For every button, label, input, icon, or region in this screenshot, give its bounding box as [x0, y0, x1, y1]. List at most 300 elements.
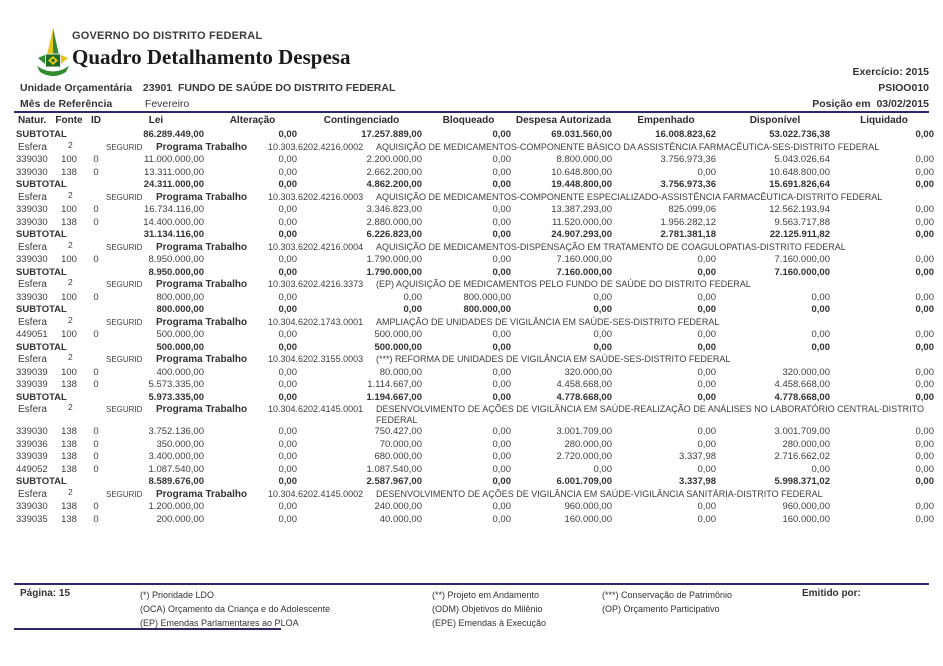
cell-money: 0,00: [915, 166, 934, 178]
grand-subtotal-row: [14, 128, 936, 141]
subtotal-cell: 22.125.911,82: [769, 229, 830, 240]
cell-money: 500.000,00: [156, 329, 204, 340]
page-end-divider: [14, 628, 281, 630]
cell-money: 11.520.000,00: [551, 216, 612, 228]
cell-money: 680.000,00: [374, 451, 422, 462]
cell-money: 0,00: [915, 329, 934, 340]
seguridade-label: SEGURID: [106, 142, 143, 152]
subtotal-cell: 0,00: [492, 266, 511, 278]
programa-trabalho-label: Programa Trabalho: [156, 241, 248, 253]
cell-fonte: 138: [61, 166, 77, 178]
cell-money: 0,00: [811, 463, 830, 475]
cell-id: 0: [93, 254, 99, 265]
unidade-line: [20, 82, 395, 94]
cell-money: 0,00: [492, 154, 511, 165]
cell-money: 320.000,00: [782, 366, 830, 378]
section-subtotal-row: [14, 228, 936, 241]
cell-money: 0,00: [811, 291, 830, 303]
cell-id: 0: [93, 216, 99, 228]
esfera-row: [14, 241, 936, 254]
esfera-row: [14, 316, 936, 329]
programa-description: DESENVOLVIMENTO DE AÇÕES DE VIGILÂNCIA EM SAÚDE-VIGILÂNCIA SANITÁRIA-DISTRITO FEDERAL: [376, 488, 823, 499]
cell-money: 0,00: [915, 451, 934, 462]
cell-money: 750.427,00: [374, 426, 422, 437]
table-header: [14, 114, 936, 128]
table-row: [14, 425, 936, 438]
cell-id: 0: [93, 366, 99, 378]
cell-money: 2.880.000,00: [366, 216, 422, 228]
section-subtotal-row: [14, 303, 936, 316]
esfera-value: 2: [68, 239, 73, 250]
subtotal-cell: 0,00: [915, 266, 934, 278]
subtotal-label: SUBTOTAL: [16, 179, 67, 190]
cell-money: 0,00: [593, 291, 612, 303]
column-header: Natur.: [18, 115, 47, 126]
programa-code: 10.304.6202.3155.0003: [268, 354, 364, 364]
subtotal-cell: 24.907.293,00: [551, 229, 612, 240]
subtotal-cell: 17.257.889,00: [361, 129, 422, 140]
subtotal-cell: 0,00: [492, 476, 511, 487]
programa-code: 10.304.6202.4145.0001: [268, 404, 364, 414]
cell-money: 5.043.026,64: [774, 154, 830, 165]
seguridade-label: SEGURID: [106, 355, 143, 364]
table-row: [14, 450, 936, 463]
esfera-value: 2: [68, 352, 73, 362]
esfera-row: [14, 141, 936, 154]
table-row: [14, 253, 936, 266]
unidade-label: Unidade Orçamentária: [20, 82, 133, 94]
cell-money: 0,00: [278, 463, 297, 475]
cell-money: 0,00: [915, 463, 934, 475]
table-row: [14, 328, 936, 341]
cell-money: 0,00: [492, 513, 511, 525]
esfera-line: [16, 139, 934, 154]
expense-table: [14, 114, 936, 525]
cell-money: 4.458.668,00: [556, 379, 612, 390]
cell-money: 13.311.000,00: [143, 166, 204, 178]
cell-money: 7.160.000,00: [774, 254, 830, 265]
esfera-cell: [14, 191, 936, 204]
cell-money: 0,00: [915, 154, 934, 165]
subtotal-cell: 1.194.667,00: [366, 391, 422, 403]
cell-money: 0,00: [697, 513, 716, 525]
cell-money: 0,00: [278, 216, 297, 228]
cell-money: 2.662.200,00: [366, 166, 422, 178]
cell-natur: 339030: [16, 254, 48, 265]
subtotal-cell: 4.862.200,00: [366, 179, 422, 190]
subtotal-cell: 0,00: [697, 341, 716, 353]
unidade-code: 23901: [142, 82, 173, 94]
subtotal-cell: 0,00: [915, 304, 934, 315]
cell-money: 500.000,00: [374, 329, 422, 340]
cell-money: 280.000,00: [564, 438, 612, 450]
programa-trabalho-label: Programa Trabalho: [156, 404, 248, 415]
legend-column-2: [432, 588, 602, 630]
programa-description: AQUISIÇÃO DE MEDICAMENTOS-DISPENSAÇÃO EM TRATAMENTO DE COAGULOPATIAS-DISTRITO FEDERAL: [376, 241, 846, 252]
cell-money: 0,00: [697, 426, 716, 437]
seguridade-label: SEGURID: [106, 192, 143, 202]
cell-id: 0: [93, 463, 99, 475]
subtotal-cell: 0,00: [492, 341, 511, 353]
subtotal-cell: 0,00: [593, 341, 612, 353]
seguridade-label: SEGURID: [106, 405, 143, 414]
cell-money: 0,00: [492, 254, 511, 265]
cell-money: 0,00: [697, 329, 716, 340]
subtotal-cell: 6.001.709,00: [556, 476, 612, 487]
report-title: Quadro Detalhamento Despesa: [72, 45, 351, 69]
column-header: Empenhado: [637, 115, 695, 126]
subtotal-cell: 0,00: [278, 229, 297, 240]
programa-code: 10.303.6202.4216.0003: [268, 191, 364, 202]
esfera-value: 2: [68, 277, 73, 287]
table-body: [14, 128, 936, 525]
cell-id: 0: [93, 204, 99, 215]
page-number-line: [14, 588, 140, 630]
table-row: [14, 366, 936, 379]
cell-money: 0,00: [278, 501, 297, 512]
cell-id: 0: [93, 513, 99, 525]
table-row: [14, 291, 936, 304]
cell-money: 1.790.000,00: [366, 254, 422, 265]
cell-natur: 339030: [16, 216, 48, 228]
cell-money: 0,00: [492, 329, 511, 340]
cell-money: 0,00: [278, 438, 297, 450]
cell-money: 16.734.116,00: [143, 204, 204, 215]
cell-id: 0: [93, 451, 99, 462]
subtotal-label: SUBTOTAL: [16, 476, 67, 487]
cell-money: 0,00: [278, 366, 297, 378]
esfera-value: 2: [68, 139, 73, 150]
legend-item: (EP) Emendas Parlamentares ao PLOA: [140, 618, 299, 628]
esfera-value: 2: [68, 189, 73, 200]
cell-money: 12.562.193,94: [769, 204, 830, 215]
legend-item: (ODM) Objetivos do Milênio: [432, 604, 543, 614]
esfera-value: 2: [68, 402, 73, 412]
subtotal-cell: 0,00: [403, 304, 422, 315]
subtotal-cell: 3.756.973,36: [660, 179, 716, 190]
esfera-label: Esfera: [18, 354, 47, 365]
programa-description: AQUISIÇÃO DE MEDICAMENTOS-COMPONENTE BÁSICO DA ASSISTÊNCIA FARMACÊUTICA-SES-DISTRITO FEDERAL: [376, 141, 880, 152]
esfera-row: [14, 488, 936, 501]
cell-money: 0,00: [492, 366, 511, 378]
programa-description: AQUISIÇÃO DE MEDICAMENTOS-COMPONENTE ESPECIALIZADO-ASSISTÊNCIA FARMACÊUTICA-DISTRITO FEDERAL: [376, 191, 883, 202]
esfera-line: [16, 189, 934, 204]
table-row: [14, 463, 936, 476]
seguridade-label: SEGURID: [106, 242, 143, 252]
esfera-label: Esfera: [18, 404, 47, 415]
cell-fonte: 100: [61, 366, 77, 378]
cell-money: 0,00: [915, 379, 934, 390]
cell-money: 0,00: [915, 291, 934, 303]
esfera-cell: [14, 353, 936, 366]
cell-money: 0,00: [915, 426, 934, 437]
subtotal-cell: 0,00: [593, 304, 612, 315]
programa-description: AMPLIAÇÃO DE UNIDADES DE VIGILÂNCIA EM SAÚDE-SES-DISTRITO FEDERAL: [376, 316, 720, 327]
column-header: Contingenciado: [323, 115, 400, 126]
subtotal-cell: 5.998.371,02: [774, 476, 830, 487]
cell-money: 0,00: [492, 379, 511, 390]
cell-money: 0,00: [492, 426, 511, 437]
cell-fonte: 100: [61, 204, 77, 215]
cell-money: 14.400.000,00: [143, 216, 204, 228]
subtotal-cell: 800.000,00: [156, 304, 204, 315]
cell-fonte: 138: [61, 513, 77, 525]
section-subtotal-row: [14, 341, 936, 354]
cell-money: 40.000,00: [379, 513, 422, 525]
table-row: [14, 216, 936, 229]
cell-money: 0,00: [492, 204, 511, 215]
cell-id: 0: [93, 501, 99, 512]
column-header-row: [14, 114, 936, 128]
cell-money: 0,00: [915, 204, 934, 215]
cell-money: 0,00: [697, 291, 716, 303]
programa-code: 10.304.6202.1743.0001: [268, 316, 364, 327]
subtotal-cell: 86.289.449,00: [143, 129, 204, 140]
cell-money: 0,00: [697, 254, 716, 265]
cell-natur: 339030: [16, 154, 48, 165]
subtotal-cell: 1.790.000,00: [366, 266, 422, 278]
subtotal-cell: 0,00: [915, 129, 934, 140]
programa-trabalho-label: Programa Trabalho: [156, 488, 248, 500]
subtotal-cell: 0,00: [697, 304, 716, 315]
cell-money: 3.346.823,00: [366, 204, 422, 215]
subtotal-cell: 0,00: [492, 129, 511, 140]
cell-fonte: 138: [61, 438, 77, 450]
posicao-line: [812, 98, 929, 110]
cell-money: 3.001.709,00: [556, 426, 612, 437]
report-code: PSIOO010: [878, 82, 929, 94]
subtotal-label: SUBTOTAL: [16, 229, 67, 240]
subtotal-cell: 0,00: [915, 341, 934, 353]
mes-line: [20, 98, 189, 110]
cell-money: 2.200.000,00: [366, 154, 422, 165]
cell-money: 1.114.667,00: [367, 379, 422, 390]
cell-natur: 339035: [16, 513, 48, 525]
esfera-row: [14, 403, 936, 425]
subtotal-cell: 0,00: [697, 391, 716, 403]
subtotal-cell: 19.448.800,00: [551, 179, 612, 190]
exercicio-label: Exercício:: [852, 66, 903, 78]
subtotal-cell: 0,00: [697, 266, 716, 278]
subtotal-cell: 500.000,00: [156, 341, 204, 353]
subtotal-cell: 0,00: [915, 229, 934, 240]
cell-money: 280.000,00: [782, 438, 830, 450]
column-header: Despesa Autorizada: [515, 115, 612, 126]
org-name: GOVERNO DO DISTRITO FEDERAL: [72, 30, 263, 42]
subtotal-cell: 0,00: [811, 341, 830, 353]
cell-money: 0,00: [915, 366, 934, 378]
subtotal-cell: 31.134.116,00: [143, 229, 204, 240]
cell-money: 0,00: [915, 216, 934, 228]
cell-money: 0,00: [697, 438, 716, 450]
posicao-value: 03/02/2015: [876, 98, 929, 110]
cell-fonte: 138: [61, 451, 77, 462]
posicao-label: Posição em: [812, 98, 871, 110]
legend-item: (***) Conservação de Patrimônio: [602, 590, 733, 600]
cell-money: 0,00: [492, 501, 511, 512]
cell-money: 0,00: [697, 501, 716, 512]
mes-value: Fevereiro: [144, 98, 190, 110]
gdf-logo: [33, 27, 73, 84]
programa-trabalho-label: Programa Trabalho: [156, 354, 248, 365]
section-subtotal-row: [14, 391, 936, 404]
programa-description: (***) REFORMA DE UNIDADES DE VIGILÂNCIA EM SAÚDE-SES-DISTRITO FEDERAL: [376, 354, 731, 364]
subtotal-cell: 2.587.967,00: [366, 476, 422, 487]
cell-id: 0: [93, 166, 99, 178]
unidade-name: FUNDO DE SAÚDE DO DISTRITO FEDERAL: [177, 82, 396, 94]
legend-item: (OCA) Orçamento da Criança e do Adolescente: [140, 604, 331, 614]
subtotal-cell: 4.778.668,00: [556, 391, 612, 403]
cell-money: 2.720.000,00: [556, 451, 612, 462]
cell-money: 0,00: [492, 438, 511, 450]
cell-money: 0,00: [697, 463, 716, 475]
cell-money: 0,00: [403, 291, 422, 303]
table-row: [14, 513, 936, 526]
cell-money: 3.752.136,00: [148, 426, 204, 437]
cell-money: 0,00: [492, 166, 511, 178]
exercicio-value: 2015: [905, 66, 929, 78]
cell-money: 3.337,98: [679, 451, 716, 462]
programa-code: 10.304.6202.4145.0002: [268, 488, 364, 499]
cell-money: 960.000,00: [564, 501, 612, 512]
section-subtotal-row: [14, 266, 936, 279]
cell-money: 0,00: [278, 451, 297, 462]
cell-fonte: 138: [61, 501, 77, 512]
column-header: Liquidado: [860, 115, 908, 126]
subtotal-cell: 0,00: [278, 341, 297, 353]
seguridade-label: SEGURID: [106, 280, 143, 289]
cell-fonte: 138: [61, 426, 77, 437]
esfera-line: [16, 279, 934, 291]
table-row: [14, 500, 936, 513]
cell-money: 4.458.668,00: [774, 379, 830, 390]
esfera-value: 2: [68, 486, 73, 497]
programa-trabalho-label: Programa Trabalho: [156, 316, 248, 328]
exercicio-line: [853, 66, 929, 78]
cell-natur: 339039: [16, 451, 48, 462]
subtotal-cell: 69.031.560,00: [551, 129, 612, 140]
esfera-row: [14, 353, 936, 366]
esfera-label: Esfera: [18, 316, 47, 328]
cell-money: 800.000,00: [463, 291, 511, 303]
cell-fonte: 100: [61, 329, 77, 340]
esfera-cell: [14, 141, 936, 154]
esfera-label: Esfera: [18, 141, 47, 153]
subtotal-cell: 3.337,98: [679, 476, 716, 487]
cell-money: 350.000,00: [156, 438, 204, 450]
cell-money: 11.000.000,00: [143, 154, 204, 165]
subtotal-cell: 5.973.335,00: [148, 391, 204, 403]
table-row: [14, 378, 936, 391]
esfera-cell: [14, 316, 936, 329]
esfera-line: [16, 404, 934, 425]
subtotal-label: SUBTOTAL: [16, 266, 67, 278]
cell-id: 0: [93, 426, 99, 437]
subtotal-label: SUBTOTAL: [16, 341, 67, 353]
section-subtotal-row: [14, 178, 936, 191]
table-row: [14, 166, 936, 179]
cell-money: 2.716.662,02: [774, 451, 830, 462]
cell-money: 0,00: [278, 379, 297, 390]
subtotal-cell: 0,00: [278, 179, 297, 190]
esfera-line: [16, 486, 934, 501]
cell-money: 10.648.800,00: [551, 166, 612, 178]
subtotal-cell: 6.226.823,00: [366, 229, 422, 240]
subtotal-cell: 0,00: [811, 304, 830, 315]
legend-item: (**) Projeto em Andamento: [432, 590, 540, 600]
cell-natur: 449052: [16, 463, 48, 475]
subtotal-cell: 2.781.381,18: [660, 229, 716, 240]
cell-money: 8.800.000,00: [556, 154, 612, 165]
cell-money: 800.000,00: [156, 291, 204, 303]
column-header: ID: [91, 115, 101, 126]
esfera-value: 2: [68, 314, 73, 325]
subtotal-cell: 16.008.823,62: [655, 129, 716, 140]
page-number: 15: [58, 588, 71, 599]
cell-money: 8.950.000,00: [148, 254, 204, 265]
programa-trabalho-label: Programa Trabalho: [156, 191, 248, 203]
cell-money: 1.087.540,00: [366, 463, 422, 475]
cell-money: 0,00: [278, 291, 297, 303]
subtotal-cell: 15.691.826,64: [769, 179, 830, 190]
subtotal-cell: 0,00: [278, 304, 297, 315]
legend-item: (*) Prioridade LDO: [140, 590, 215, 600]
subtotal-cell: 0,00: [278, 476, 297, 487]
table-row: [14, 203, 936, 216]
subtotal-cell: 0,00: [915, 391, 934, 403]
footer-divider: [14, 583, 929, 585]
column-header: Fonte: [55, 115, 83, 126]
column-header: Alteração: [229, 115, 276, 126]
esfera-label: Esfera: [18, 241, 47, 253]
cell-money: 5.573.335,00: [148, 379, 204, 390]
legend-item: (OP) Orçamento Participativo: [602, 604, 720, 614]
cell-natur: 339030: [16, 426, 48, 437]
esfera-cell: [14, 241, 936, 254]
esfera-row: [14, 191, 936, 204]
cell-natur: 339039: [16, 366, 48, 378]
cell-id: 0: [93, 154, 99, 165]
programa-code: 10.303.6202.4216.0002: [268, 141, 364, 152]
cell-id: 0: [93, 291, 99, 303]
cell-money: 240.000,00: [374, 501, 422, 512]
cell-money: 10.648.800,00: [769, 166, 830, 178]
subtotal-cell: 800.000,00: [463, 304, 511, 315]
subtotal-cell: 0,00: [492, 229, 511, 240]
cell-money: 0,00: [915, 501, 934, 512]
cell-id: 0: [93, 379, 99, 390]
cell-fonte: 138: [61, 379, 77, 390]
cell-money: 0,00: [492, 463, 511, 475]
cell-money: 0,00: [278, 329, 297, 340]
cell-money: 70.000,00: [379, 438, 422, 450]
cell-money: 825.099,06: [668, 204, 716, 215]
esfera-cell: [14, 278, 936, 291]
cell-natur: 339030: [16, 204, 48, 215]
esfera-cell: [14, 488, 936, 501]
cell-money: 1.956.282,12: [660, 216, 716, 228]
cell-money: 0,00: [278, 154, 297, 165]
cell-money: 160.000,00: [564, 513, 612, 525]
table-row: [14, 438, 936, 451]
footer: [14, 588, 929, 630]
section-subtotal-row: [14, 475, 936, 488]
cell-natur: 339030: [16, 291, 48, 303]
legend-column-3: [602, 588, 802, 630]
cell-money: 0,00: [697, 366, 716, 378]
subtotal-label: SUBTOTAL: [16, 304, 67, 315]
cell-money: 9.563.717,88: [774, 216, 830, 228]
